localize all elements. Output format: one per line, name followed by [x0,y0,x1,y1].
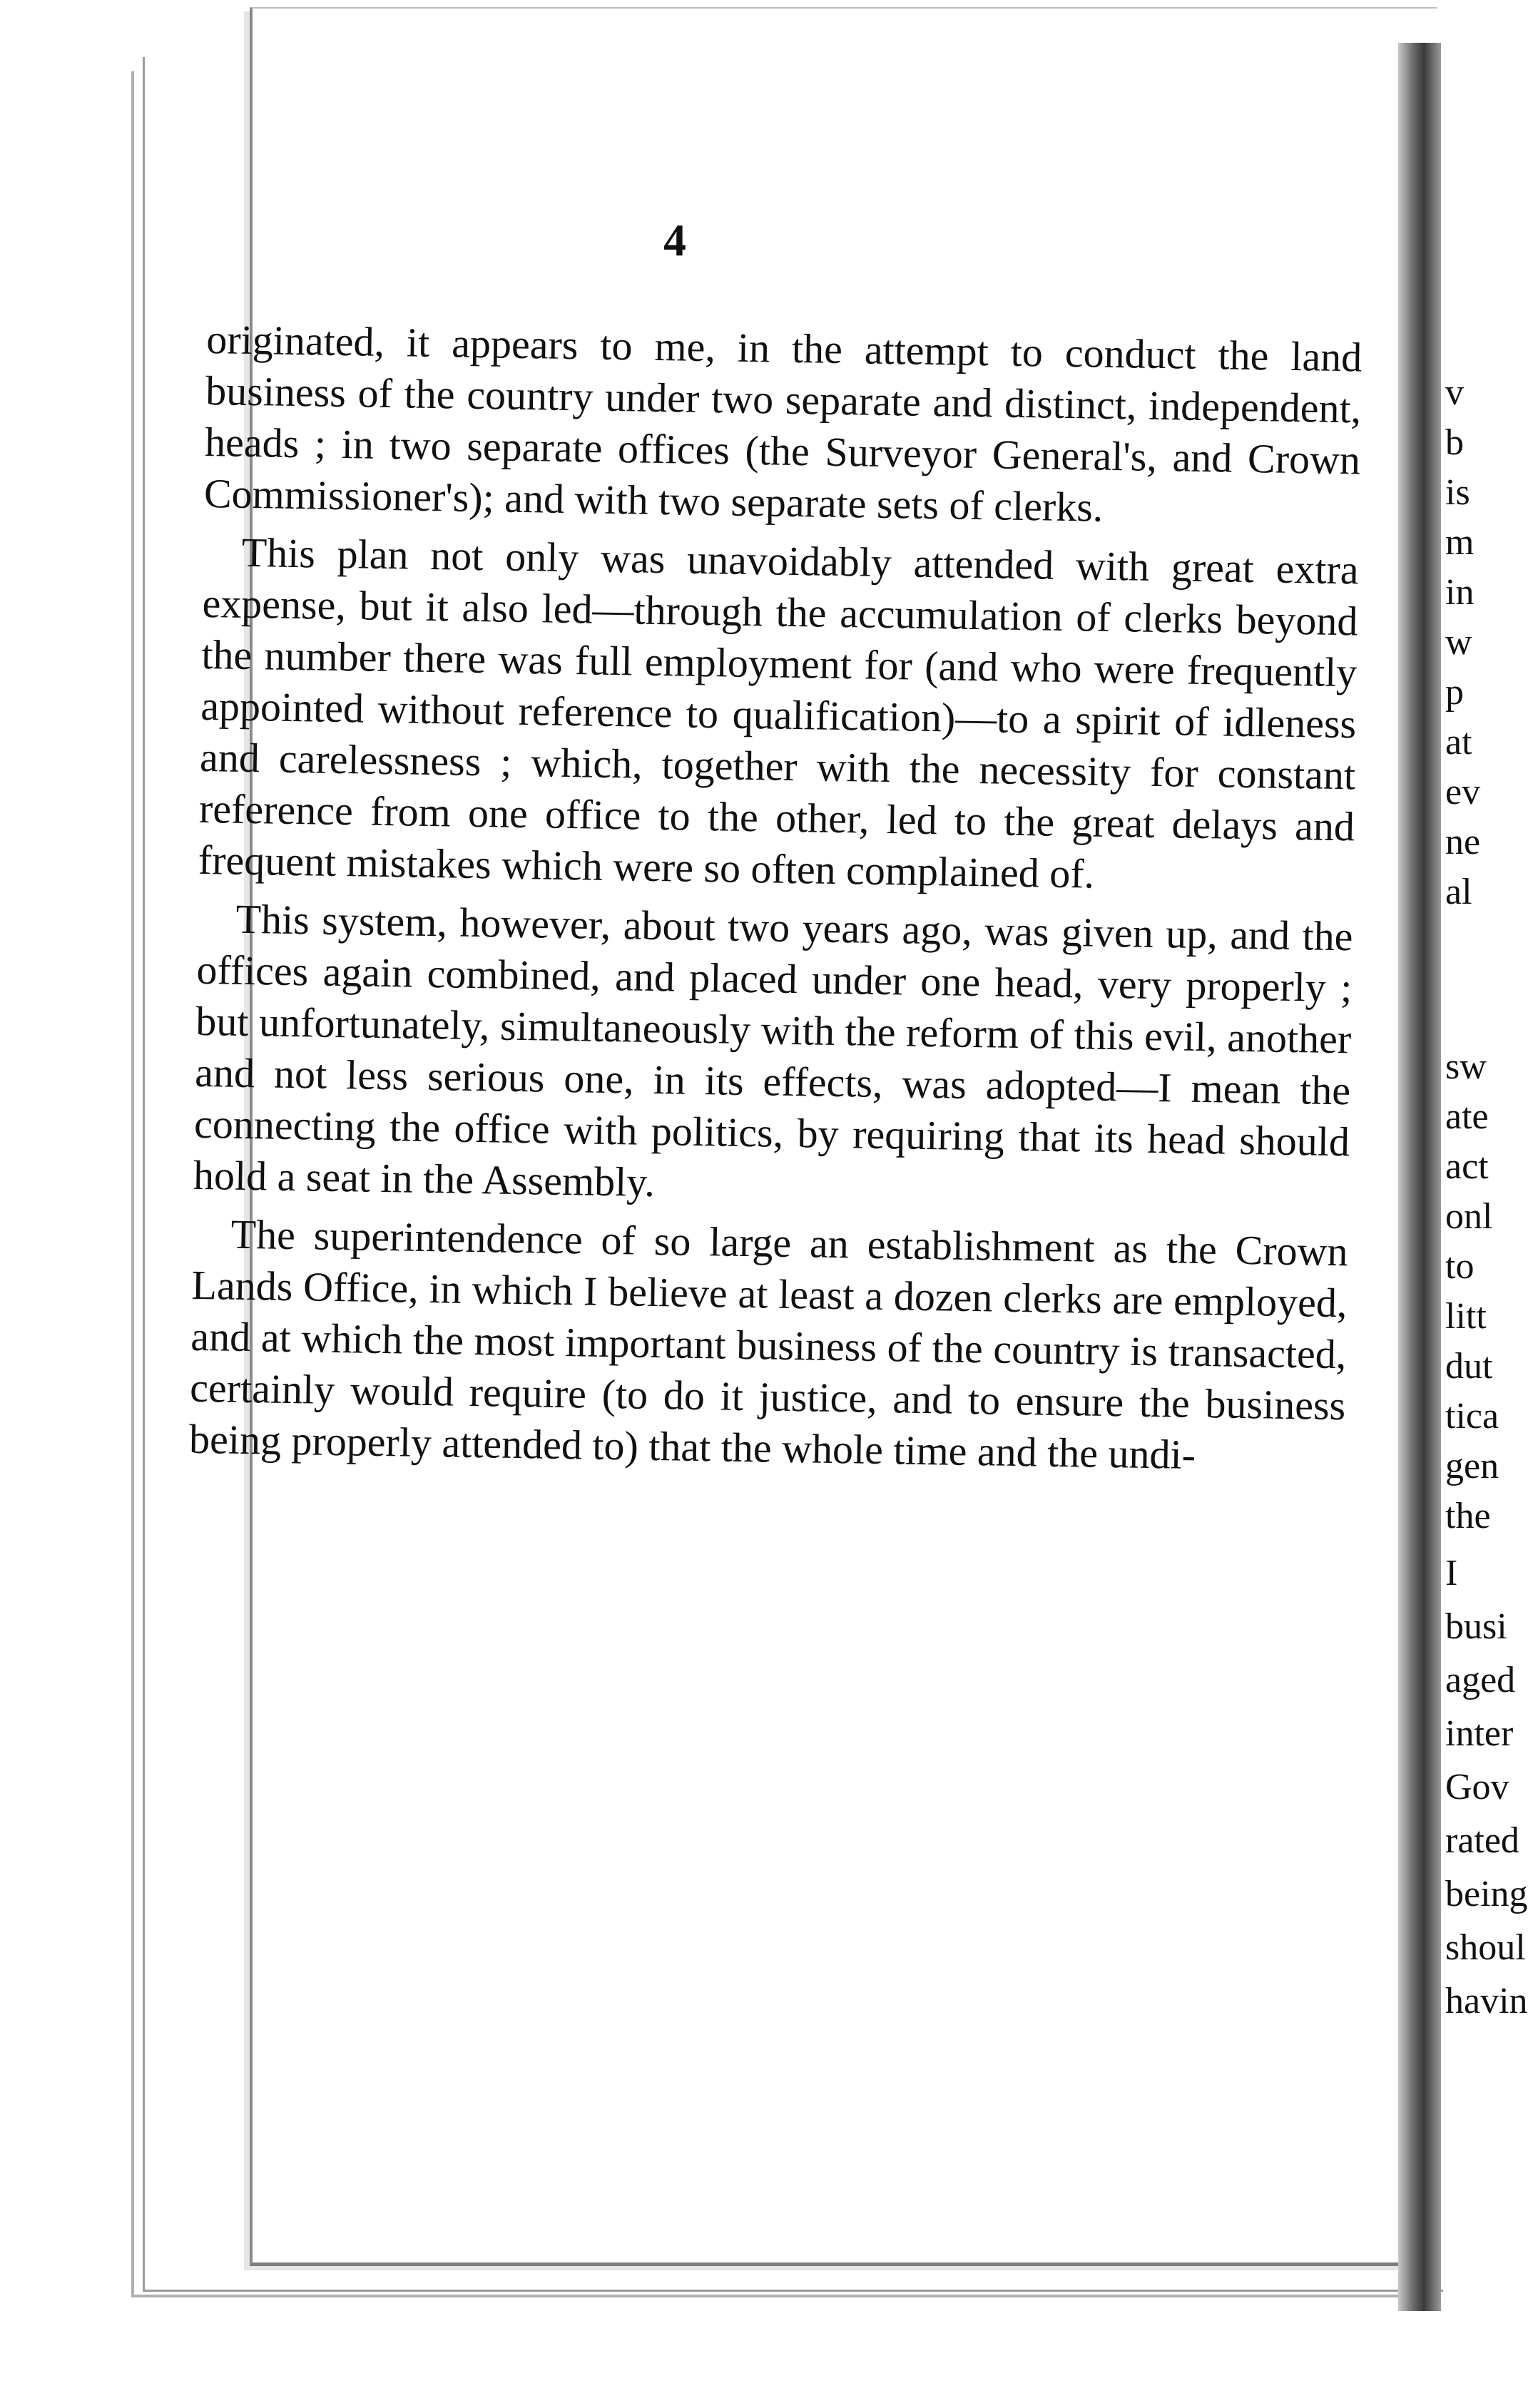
facing-fragment: aged [1445,1660,1516,1700]
facing-fragment: havin [1445,1981,1528,2021]
facing-fragment: v [1445,372,1464,413]
facing-fragment: w [1445,622,1472,663]
facing-fragment: m [1445,522,1474,563]
paragraph-2: This plan not only was unavoidably attended with great extra expense, but it also led—through the accumulation of clerks beyond the number there was full employment for (and who were frequently appointed without reference to qualification)—to a spirit of idleness and carelessness ; which, together with the necessity for constant reference from one office to the other, led to the great delays and frequent mistakes which were so often complained of. [198,529,1360,897]
facing-fragment: litt [1445,1296,1487,1337]
facing-fragment: is [1445,472,1470,513]
facing-fragment: tica [1445,1396,1499,1437]
facing-fragment: shoul [1445,1927,1526,1968]
facing-fragment: in [1445,572,1474,613]
body-text [188,314,1362,1490]
facing-fragment: I [1445,1553,1458,1593]
facing-fragment: gen [1445,1446,1499,1486]
paragraph-1: originated, it appears to me, in the attempt to conduct the land business of the country under two separate and distinct, independent, heads ; in two separate offices (the Surveyor General's, and Crown Commissioner's); and with two separate sets of clerks. [203,315,1363,531]
facing-fragment: busi [1445,1606,1507,1647]
facing-fragment: p [1445,672,1464,713]
facing-fragment: being [1445,1874,1528,1914]
facing-page-fragment [1441,43,1528,2254]
facing-fragment: at [1445,722,1472,762]
facing-fragment: ne [1445,822,1481,862]
facing-fragment: al [1445,872,1472,912]
page-number: 4 [663,215,686,265]
facing-fragment: act [1445,1146,1489,1187]
facing-fragment: inter [1445,1713,1514,1754]
facing-fragment: dut [1445,1346,1493,1387]
paragraph-4: The superintendence of so large an establishment as the Crown Lands Office, in which I believe at least a dozen clerks are employed, and at which the most important business of the country is transacted, certainly would require (to do it justice, and to ensure the business being properly attended to) that the whole time and the undi- [188,1210,1349,1478]
facing-fragment: rated [1445,1820,1519,1861]
facing-fragment: b [1445,422,1464,463]
facing-fragment: ev [1445,772,1481,812]
binding-gutter-shadow [1398,43,1441,2311]
paragraph-3: This system, however, about two years ago, was given up, and the offices again combined, and placed under one head, very properly ; but unfortunately, simultaneously with the reform of this evil, another and not less serious one, in its effects, was adopted—I mean the connecting the office with politics, by requiring that its head should hold a seat in the Assembly. [193,895,1353,1206]
facing-fragment: onl [1445,1196,1493,1237]
facing-fragment: to [1445,1246,1474,1287]
facing-fragment: the [1445,1496,1491,1536]
facing-fragment: sw [1445,1046,1487,1087]
facing-fragment: Gov [1445,1767,1509,1807]
facing-fragment: ate [1445,1096,1489,1137]
